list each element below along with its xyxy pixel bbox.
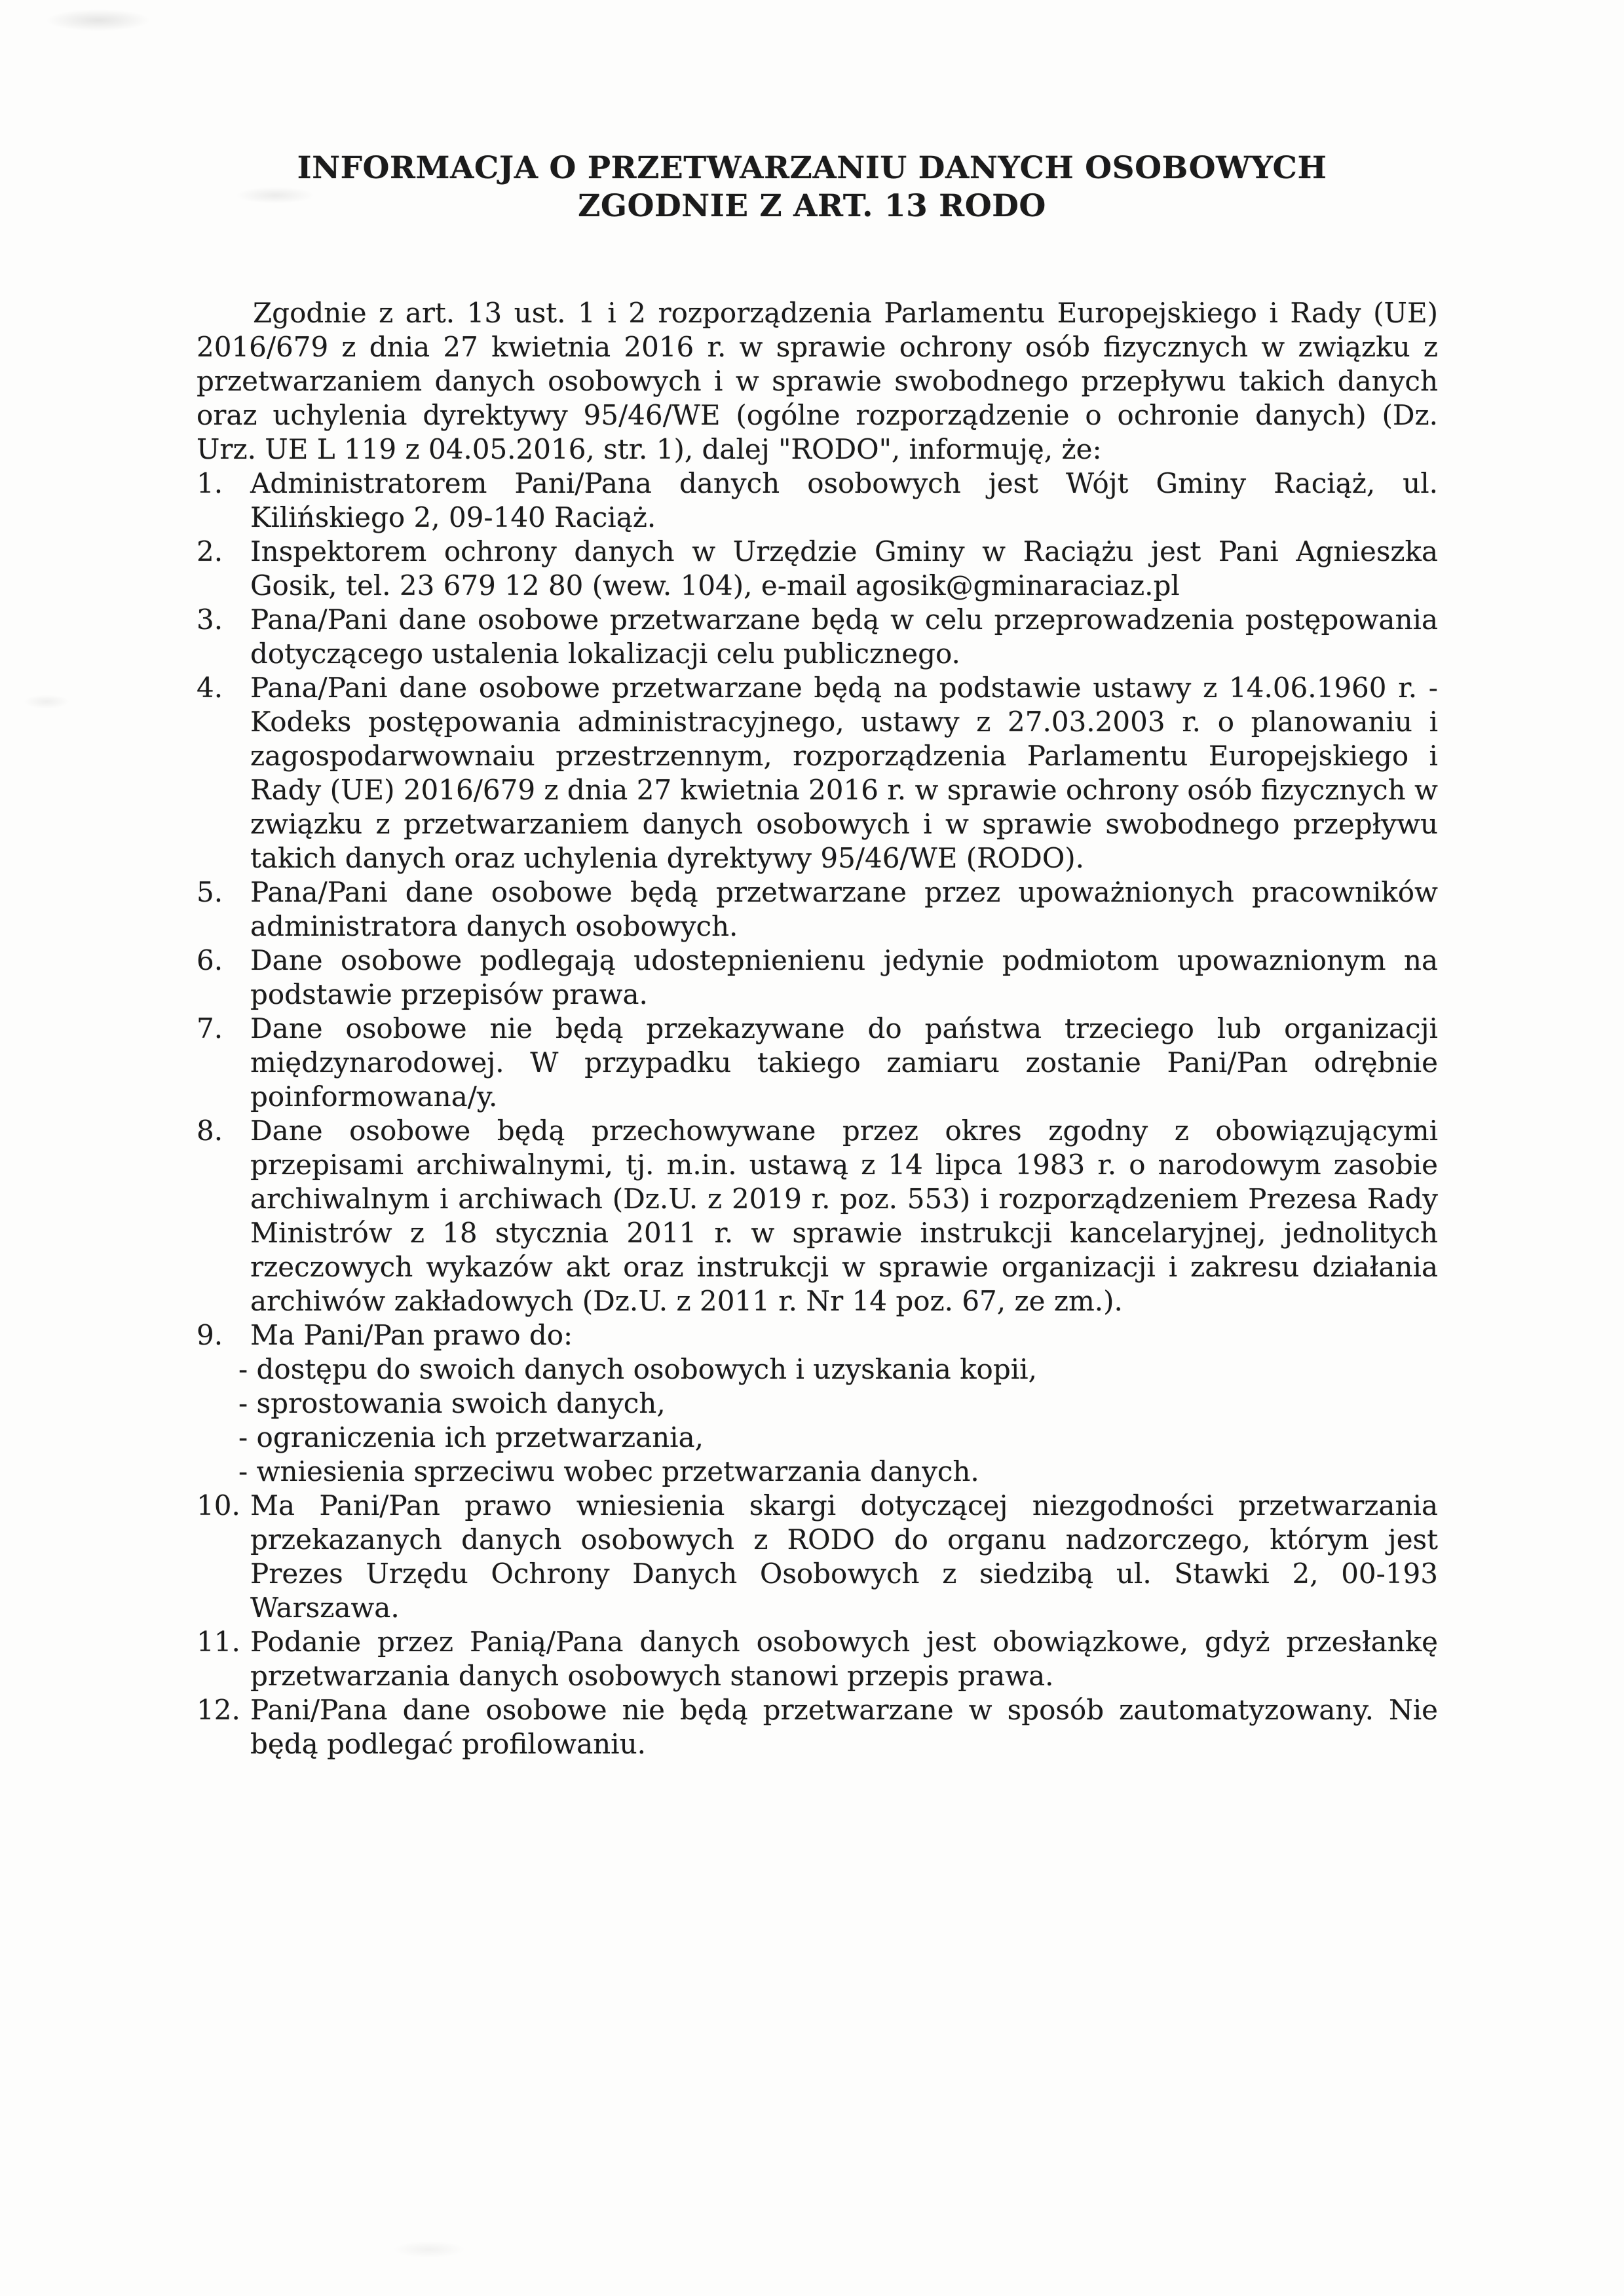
document-title-line1: INFORMACJA O PRZETWARZANIU DANYCH OSOBOWYCH	[297, 150, 1327, 186]
intro-paragraph: Zgodnie z art. 13 ust. 1 i 2 rozporządzenia Parlamentu Europejskiego i Rady (UE) 2016/679 z dnia 27 kwietnia 2016 r. w sprawie ochrony osób fizycznych w związku z przetwarzaniem danych osobowych i w sprawie swobodnego przepływu takich danych oraz uchylenia dyrektywy 95/46/WE (ogólne rozporządzenie o ochronie danych) (Dz. Urz. UE L 119 z 04.05.2016, str. 1), dalej "RODO", informuję, że:	[197, 297, 1438, 465]
list-subitem: - sprostowania swoich danych,	[238, 1387, 666, 1419]
list-item	[197, 1318, 1438, 1489]
list-item	[197, 467, 1438, 535]
list-item-number: 3.	[197, 603, 223, 636]
document-title	[0, 149, 1624, 225]
list-item-text: Podanie przez Panią/Pana danych osobowych jest obowiązkowe, gdyż przesłankę przetwarzania danych osobowych stanowi przepis prawa.	[250, 1626, 1438, 1692]
scan-smudge-artifact	[24, 695, 69, 709]
list-item-number: 2.	[197, 535, 223, 567]
list-item-number: 9.	[197, 1319, 223, 1351]
list-item-number: 8.	[197, 1115, 223, 1147]
list-item-text: Ma Pani/Pan prawo wniesienia skargi dotyczącej niezgodności przetwarzania przekazanych danych osobowych z RODO do organu nadzorczego, którym jest Prezes Urzędu Ochrony Danych Osobowych z siedzibą ul. Stawki 2, 00-193 Warszawa.	[250, 1489, 1438, 1624]
list-item-number: 11.	[197, 1626, 240, 1658]
list-item-number: 4.	[197, 672, 223, 704]
list-item	[197, 1489, 1438, 1625]
scan-smudge-artifact	[393, 2241, 465, 2258]
document-body	[197, 296, 1438, 1761]
list-item	[197, 875, 1438, 944]
list-item-number: 1.	[197, 467, 223, 499]
numbered-list	[197, 467, 1438, 1761]
list-item-number: 6.	[197, 944, 223, 976]
list-subitem: - wniesienia sprzeciwu wobec przetwarzania danych.	[238, 1455, 979, 1487]
list-item	[197, 1693, 1438, 1761]
list-item-text: Pana/Pani dane osobowe będą przetwarzane przez upoważnionych pracowników administratora danych osobowych.	[250, 876, 1438, 942]
list-item-text: Inspektorem ochrony danych w Urzędzie Gminy w Raciążu jest Pani Agnieszka Gosik, tel. 23 679 12 80 (wew. 104), e-mail agosik@gminaraciaz.pl	[250, 535, 1438, 602]
list-subitem: - ograniczenia ich przetwarzania,	[238, 1421, 704, 1453]
list-item	[197, 603, 1438, 671]
list-item	[197, 671, 1438, 875]
document-title-line2: ZGODNIE Z ART. 13 RODO	[578, 188, 1046, 224]
list-item-text: Pana/Pani dane osobowe przetwarzane będą w celu przeprowadzenia postępowania dotyczącego ustalenia lokalizacji celu publicznego.	[250, 603, 1438, 670]
list-item-text: Dane osobowe będą przechowywane przez okres zgodny z obowiązującymi przepisami archiwalnymi, tj. m.in. ustawą z 14 lipca 1983 r. o narodowym zasobie archiwalnym i archiwach (Dz.U. z 2019 r. poz. 553) i rozporządzeniem Prezesa Rady Ministrów z 18 stycznia 2011 r. w sprawie instrukcji kancelaryjnej, jednolitych rzeczowych wykazów akt oraz instrukcji w sprawie organizacji i zakresu działania archiwów zakładowych (Dz.U. z 2011 r. Nr 14 poz. 67, ze zm.).	[250, 1115, 1438, 1317]
list-item-number: 7.	[197, 1012, 223, 1044]
list-item	[197, 944, 1438, 1012]
list-item-text: Dane osobowe podlegają udostepnienienu jedynie podmiotom upowaznionym na podstawie przepisów prawa.	[250, 944, 1438, 1010]
list-item-text: Pani/Pana dane osobowe nie będą przetwarzane w sposób zautomatyzowany. Nie będą podlegać profilowaniu.	[250, 1694, 1438, 1760]
list-item-number: 5.	[197, 876, 223, 908]
list-subitem: - dostępu do swoich danych osobowych i uzyskania kopii,	[238, 1353, 1037, 1385]
list-item-text: Dane osobowe nie będą przekazywane do państwa trzeciego lub organizacji międzynarodowej. W przypadku takiego zamiaru zostanie Pani/Pan odrębnie poinformowana/y.	[250, 1012, 1438, 1113]
list-item	[197, 1012, 1438, 1114]
list-item	[197, 1625, 1438, 1693]
list-item	[197, 1114, 1438, 1318]
list-item-number: 10.	[197, 1489, 240, 1521]
list-item	[197, 535, 1438, 603]
list-item-text: Pana/Pani dane osobowe przetwarzane będą na podstawie ustawy z 14.06.1960 r. - Kodeks postępowania administracyjnego, ustawy z 27.03.2003 r. o planowaniu i zagospodarwownaiu przestrzennym, rozporządzenia Parlamentu Europejskiego i Rady (UE) 2016/679 z dnia 27 kwietnia 2016 r. w sprawie ochrony osób fizycznych w związku z przetwarzaniem danych osobowych i w sprawie swobodnego przepływu takich danych oraz uchylenia dyrektywy 95/46/WE (RODO).	[250, 672, 1438, 874]
list-item-number: 12.	[197, 1694, 240, 1726]
list-item-text: Administratorem Pani/Pana danych osobowych jest Wójt Gminy Raciąż, ul. Kilińskiego 2, 09-140 Raciąż.	[250, 467, 1438, 533]
scan-smudge-artifact	[46, 9, 151, 31]
list-item-text: Ma Pani/Pan prawo do:	[250, 1319, 573, 1351]
